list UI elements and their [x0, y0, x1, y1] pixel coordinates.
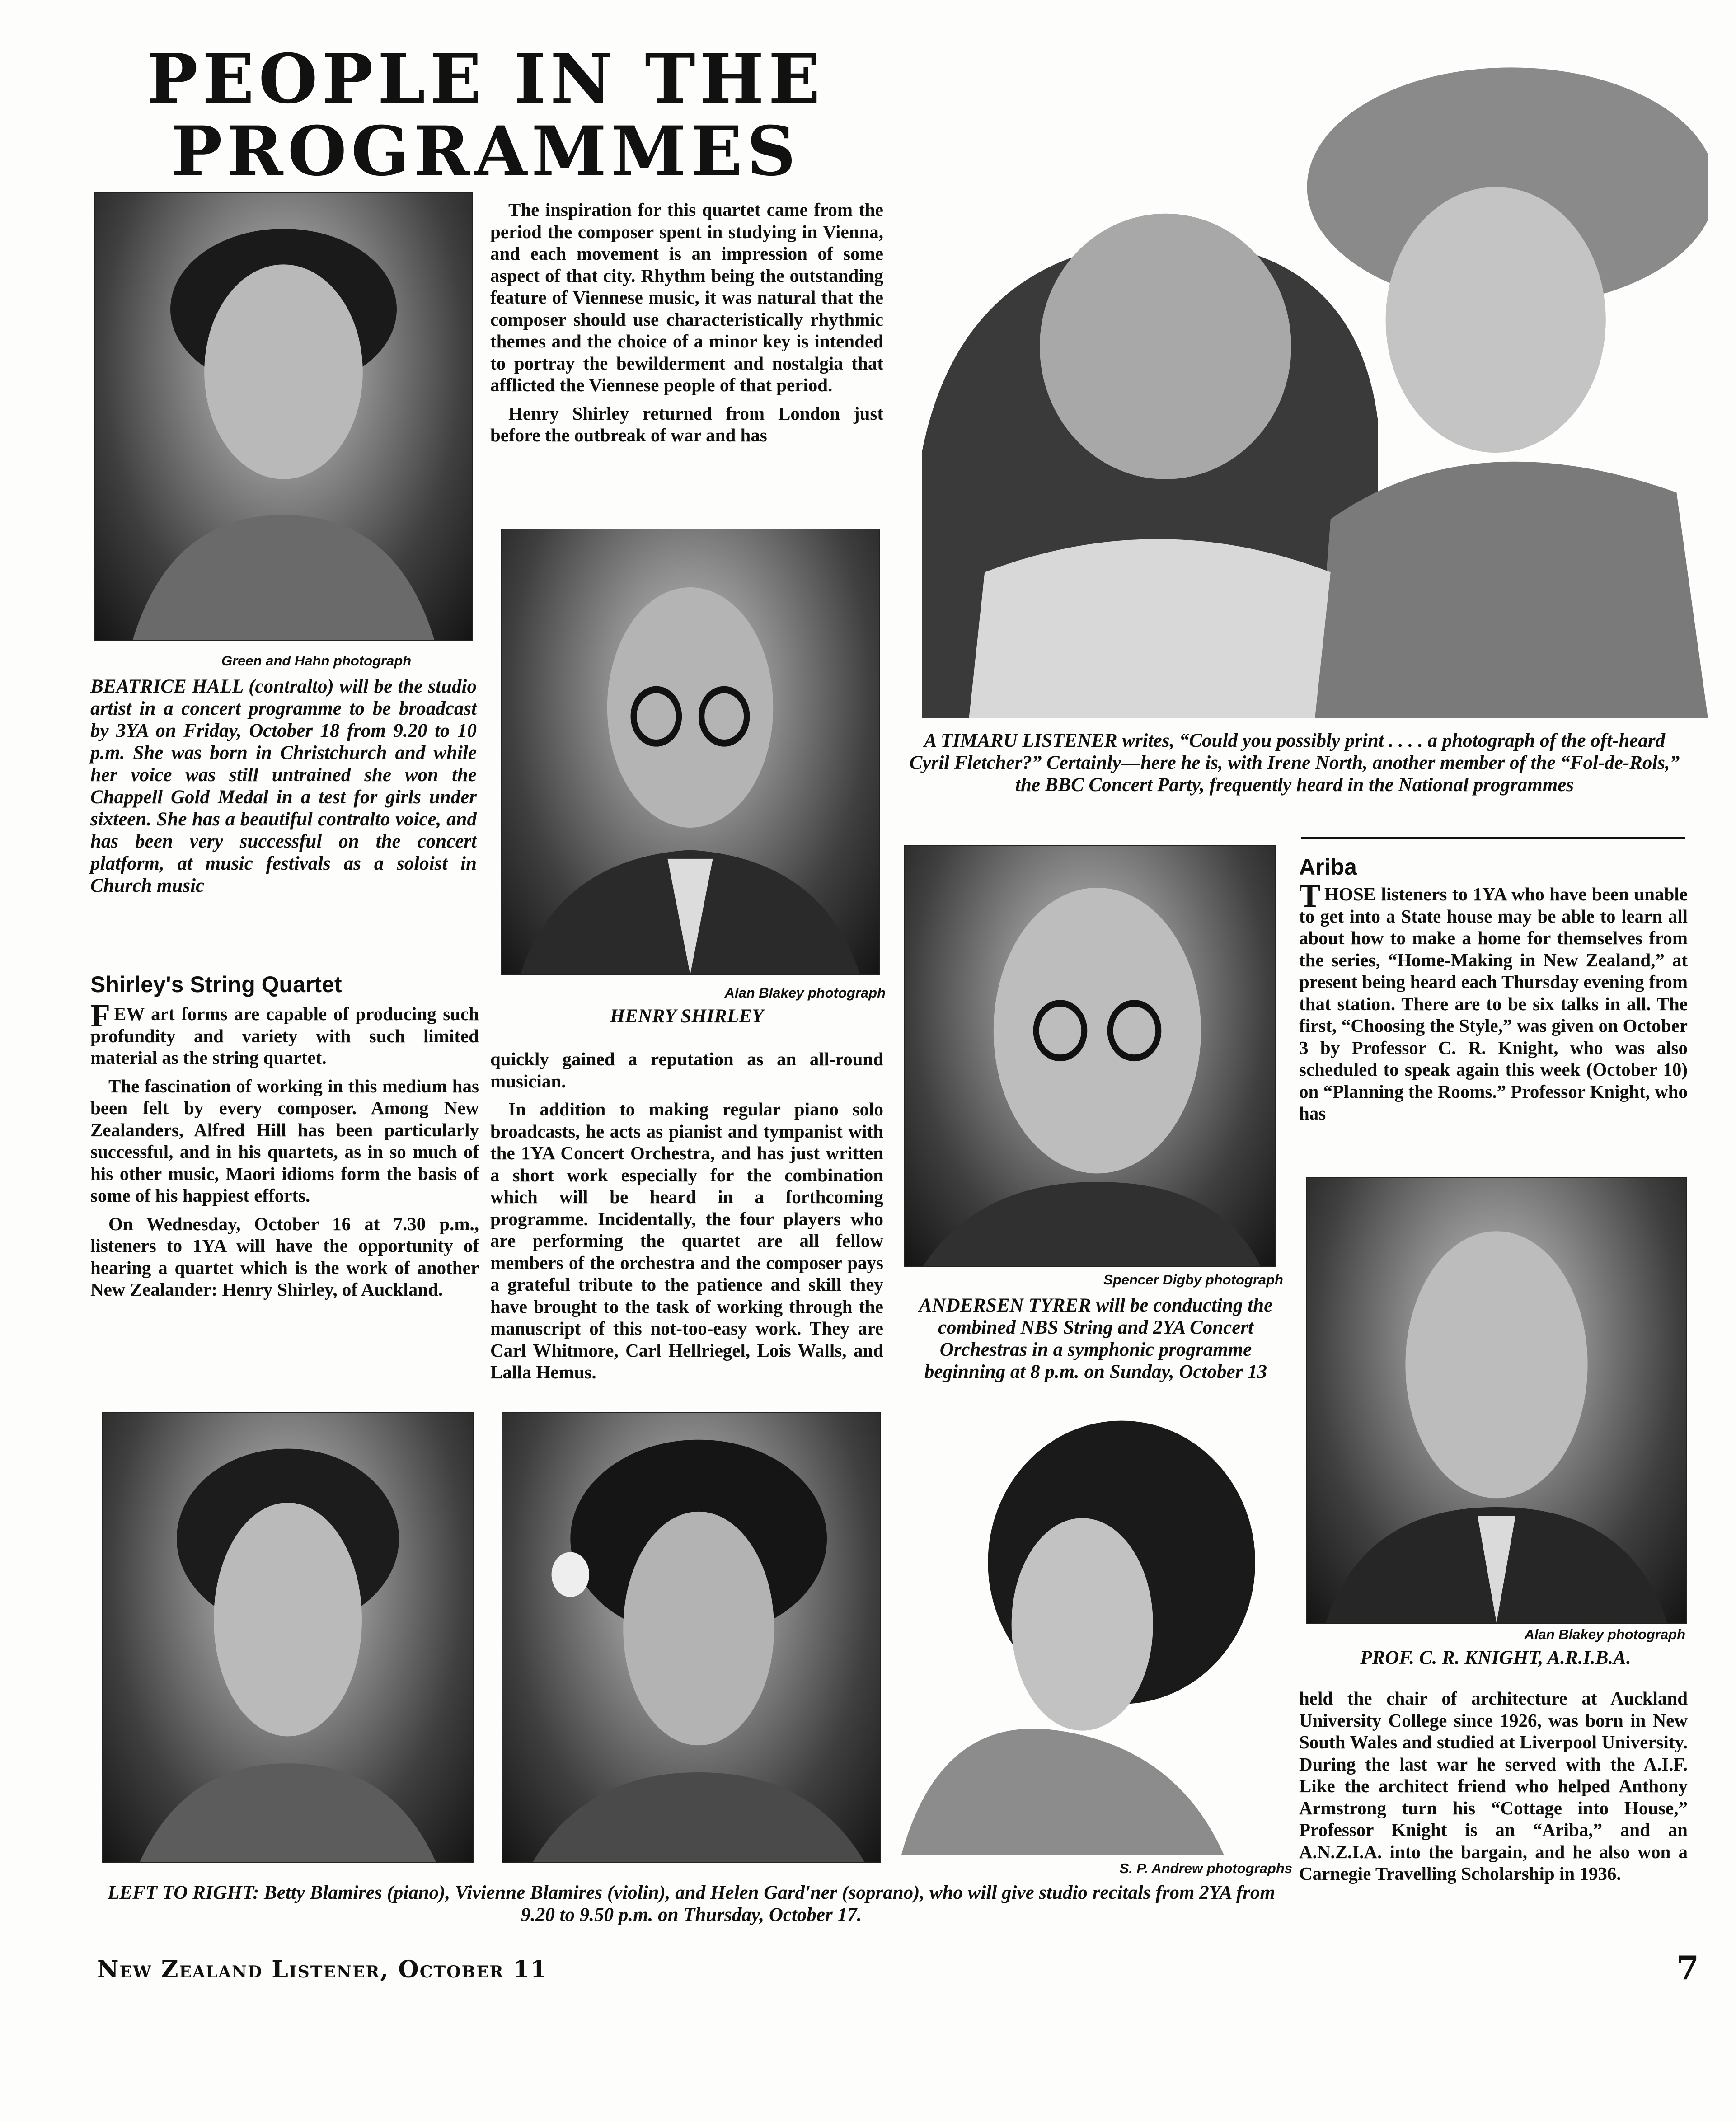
- quartet-paragraph-6: quickly gained a reputation as an all-round musician.: [490, 1049, 883, 1091]
- publication-footer: New Zealand Listener, October 11: [97, 1956, 548, 1983]
- headline-line-2: PROGRAMMES: [171, 112, 800, 191]
- ariba-column-bottom: [1299, 1687, 1688, 1885]
- quartet-dropcap: F: [90, 998, 110, 1034]
- quartet-column-2-bottom: [490, 1048, 883, 1383]
- fletcher-north-photo: [922, 54, 1708, 718]
- blamires-photo-credit: S. P. Andrew photographs: [1119, 1860, 1292, 1876]
- tyrer-photo-credit: Spencer Digby photograph: [1103, 1272, 1283, 1288]
- henry-shirley-photo: [501, 529, 880, 975]
- section-rule: [1301, 837, 1685, 839]
- ariba-heading: Ariba: [1299, 854, 1357, 880]
- beatrice-caption: BEATRICE HALL (contralto) will be the studio artist in a concert programme to be broadcast by 3YA on Friday, October 18 from 9.20 to 10 p.m. She was born in Christchurch and while her voice was still untrained she won the Chappell Gold Medal in a test for girls under sixteen. She has a beautiful contralto voice, and has been very successful on the concert platform, at music festivals as a soloist in Church music: [90, 676, 477, 896]
- quartet-column-1: [90, 998, 479, 1301]
- knight-photo: [1306, 1177, 1687, 1624]
- shirley-photo-credit: Alan Blakey photograph: [724, 985, 886, 1001]
- helen-gardner-photo: [901, 1412, 1295, 1855]
- fletcher-caption: A TIMARU LISTENER writes, “Could you possibly print . . . . a photograph of the oft-heard Cyril Fletcher?” Certainly—here he is, with Irene North, another member of the “Fol-de-Rols,” the BBC Concert Party, frequently heard in the National programmes: [909, 730, 1680, 796]
- headline-line-1: PEOPLE IN THE: [147, 39, 825, 119]
- quartet-paragraph-5: Henry Shirley returned from London just before the outbreak of war and has: [490, 403, 883, 445]
- ariba-column-top: [1299, 878, 1688, 1124]
- vivienne-blamires-photo: [502, 1412, 881, 1863]
- betty-blamires-photo: [102, 1412, 474, 1863]
- shirley-caption: HENRY SHIRLEY: [610, 1006, 764, 1027]
- blamires-caption: LEFT TO RIGHT: Betty Blamires (piano), Vivienne Blamires (violin), and Helen Gard'ner (soprano), who will give studio recitals from 2YA from 9.20 to 9.50 p.m. on Thursday, October 17.: [108, 1882, 1275, 1925]
- quartet-paragraph-3: On Wednesday, October 16 at 7.30 p.m., listeners to 1YA will have the opportunity of hearing a quartet which is the work of another New Zealander: Henry Shirley, of Auckland.: [90, 1213, 479, 1300]
- beatrice-photo-credit: Green and Hahn photograph: [221, 653, 412, 669]
- tyrer-caption: ANDERSEN TYRER will be conducting the combined NBS String and 2YA Concert Orchestras in a symphonic programme beginning at 8 p.m. on Sunday, October 13: [919, 1295, 1273, 1382]
- quartet-paragraph-7: In addition to making regular piano solo broadcasts, he acts as pianist and tympanist with the 1YA Concert Orchestra, and has just written a short work especially for the combination which will be heard in a forthcoming programme. Incidentally, the four players who are performing the quartet are all fellow members of the orchestra and the composer pays a grateful tribute to the patience and skill they have brought to the task of working through the manuscript of this not-too-easy work. They are Carl Whitmore, Carl Hellriegel, Lois Walls, and Lalla Hemus.: [490, 1099, 883, 1382]
- quartet-column-2-top: [490, 199, 883, 446]
- knight-photo-credit: Alan Blakey photograph: [1524, 1626, 1685, 1642]
- quartet-paragraph-2: The fascination of working in this medium has been felt by every composer. Among New Zealanders, Alfred Hill has been particularly successful, and in his quartets, as in so much of his other music, Maori idioms form the basis of some of his happiest efforts.: [90, 1075, 479, 1206]
- quartet-paragraph-1: FEW art forms are capable of producing such profundity and variety with such limited material as the string quartet.: [90, 998, 479, 1068]
- quartet-paragraph-4: The inspiration for this quartet came from the period the composer spent in studying in Vienna, and each movement is an impression of some aspect of that city. Rhythm being the outstanding feature of Viennese music, it was natural that the composer should use characteristically rhythmic themes and the choice of a minor key is intended to portray the bewilderment and nostalgia that afflicted the Viennese people of that period.: [490, 199, 883, 395]
- page-headline: [97, 39, 874, 191]
- ariba-paragraph-1: THOSE listeners to 1YA who have been unable to get into a State house may be able to learn all about how to make a home for themselves from the series, “Home-Making in New Zealand,” at present being heard each Thursday evening from that station. There are to be six talks in all. The first, “Choosing the Style,” was given on October 3 by Professor C. R. Knight, who was also scheduled to speak again this week (October 10) on “Planning the Rooms.” Professor Knight, who has: [1299, 878, 1688, 1124]
- knight-caption: PROF. C. R. KNIGHT, A.R.I.B.A.: [1360, 1647, 1631, 1668]
- ariba-paragraph-2: held the chair of architecture at Auckland University College since 1926, was born in New South Wales and studied at Liverpool University. During the last war he served with the A.I.F. Like the architect friend who helped Anthony Armstrong turn his “Cottage into House,” Professor Knight is an “Ariba,” and an A.N.Z.I.A. into the bargain, and he also won a Carnegie Travelling Scholarship in 1936.: [1299, 1688, 1688, 1884]
- quartet-heading: Shirley's String Quartet: [90, 972, 342, 997]
- page-number: 7: [1676, 1949, 1699, 1987]
- beatrice-hall-photo: [94, 192, 473, 641]
- ariba-dropcap: T: [1299, 878, 1321, 914]
- andersen-tyrer-photo: [904, 845, 1276, 1267]
